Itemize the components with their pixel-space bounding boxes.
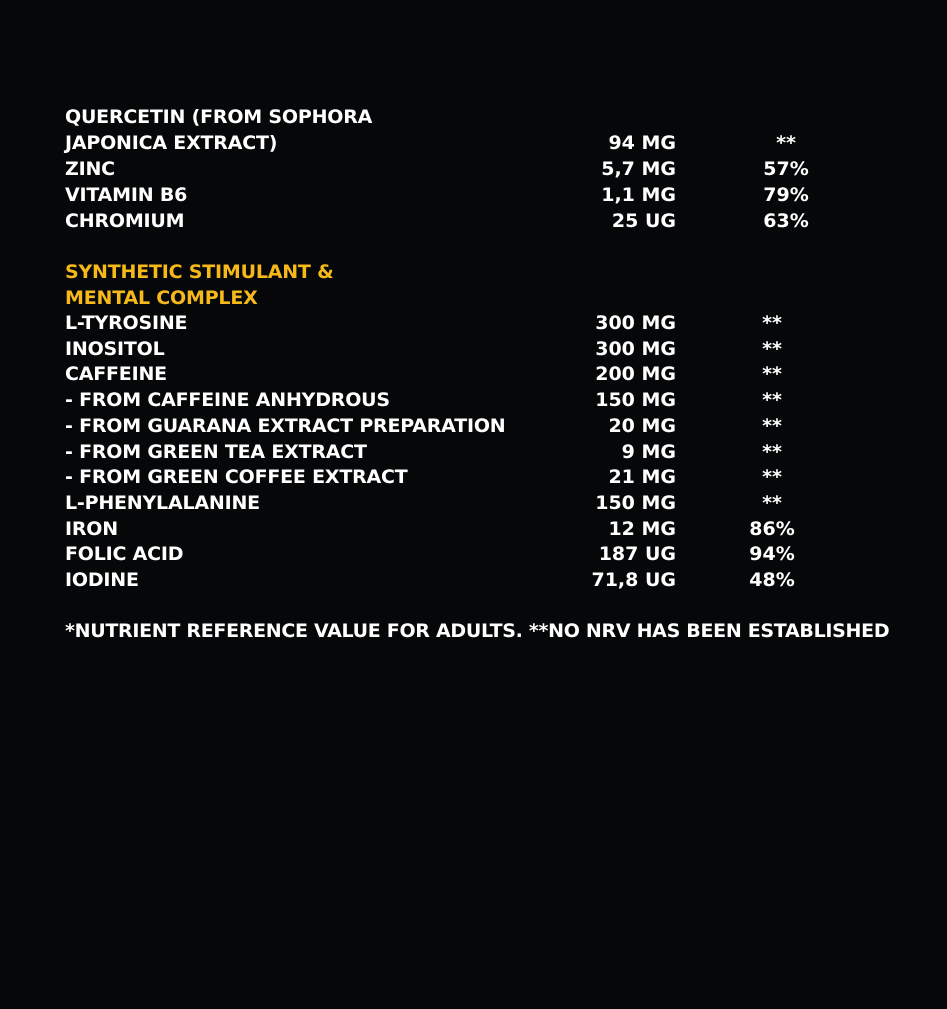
- nutrient-row: [0, 387, 947, 413]
- nutrient-row: [0, 182, 947, 208]
- nutrient-amount: 300 MG: [595, 312, 676, 334]
- nutrient-name: L-PHENYLALANINE: [65, 492, 260, 514]
- nutrient-amount: 5,7 MG: [601, 158, 676, 180]
- nutrient-row: [0, 310, 947, 336]
- nutrient-nrv: 79%: [763, 184, 809, 206]
- nutrient-row: [0, 156, 947, 182]
- nutrient-nrv: 63%: [763, 210, 809, 232]
- nutrient-name: INOSITOL: [65, 338, 165, 360]
- nutrient-row: [0, 413, 947, 439]
- nutrient-amount: 1,1 MG: [601, 184, 676, 206]
- nutrient-name: CAFFEINE: [65, 363, 167, 385]
- nutrient-nrv: 86%: [749, 518, 795, 540]
- nutrient-name: - FROM GREEN TEA EXTRACT: [65, 441, 367, 463]
- nutrient-name: QUERCETIN (FROM SOPHORA: [65, 106, 373, 128]
- nutrient-nrv: 94%: [749, 543, 795, 565]
- nutrient-name: - FROM GUARANA EXTRACT PREPARATION: [65, 415, 506, 437]
- nutrient-row: [0, 439, 947, 465]
- nutrient-nrv: **: [762, 363, 782, 385]
- nutrient-amount: 12 MG: [608, 518, 676, 540]
- nutrient-name: JAPONICA EXTRACT): [65, 132, 278, 154]
- nutrient-name: VITAMIN B6: [65, 184, 188, 206]
- nutrient-row: [0, 336, 947, 362]
- nutrient-name: IODINE: [65, 569, 139, 591]
- nutrient-row: [0, 490, 947, 516]
- nutrient-row: [0, 361, 947, 387]
- nutrient-nrv: **: [776, 132, 796, 154]
- nutrient-nrv: **: [762, 338, 782, 360]
- nutrient-name: - FROM CAFFEINE ANHYDROUS: [65, 389, 390, 411]
- nutrient-nrv: **: [762, 441, 782, 463]
- nutrient-name: L-TYROSINE: [65, 312, 188, 334]
- nutrient-name: IRON: [65, 518, 118, 540]
- nutrient-amount: 94 MG: [608, 132, 676, 154]
- section-heading-line-2: MENTAL COMPLEX: [65, 287, 258, 309]
- nutrient-row: [0, 208, 947, 234]
- nutrient-row: [0, 104, 947, 130]
- nutrient-nrv: **: [762, 492, 782, 514]
- nutrient-row: [0, 567, 947, 593]
- nutrient-name: CHROMIUM: [65, 210, 185, 232]
- nutrient-amount: 71,8 UG: [591, 569, 676, 591]
- nutrient-nrv: **: [762, 415, 782, 437]
- nutrient-amount: 25 UG: [611, 210, 676, 232]
- nutrient-nrv: **: [762, 466, 782, 488]
- nutrient-amount: 300 MG: [595, 338, 676, 360]
- footnote: *NUTRIENT REFERENCE VALUE FOR ADULTS. **NO NRV HAS BEEN ESTABLISHED: [65, 620, 890, 642]
- nutrient-amount: 21 MG: [608, 466, 676, 488]
- nutrient-nrv: 57%: [763, 158, 809, 180]
- nutrient-nrv: 48%: [749, 569, 795, 591]
- nutrient-row: [0, 541, 947, 567]
- nutrient-nrv: **: [762, 312, 782, 334]
- nutrient-row: [0, 464, 947, 490]
- section-heading-line-1: SYNTHETIC STIMULANT &: [65, 261, 334, 283]
- nutrient-nrv: **: [762, 389, 782, 411]
- nutrient-amount: 187 UG: [598, 543, 676, 565]
- nutrient-row: [0, 130, 947, 156]
- nutrient-amount: 200 MG: [595, 363, 676, 385]
- nutrient-amount: 9 MG: [621, 441, 676, 463]
- nutrient-name: ZINC: [65, 158, 115, 180]
- nutrient-name: - FROM GREEN COFFEE EXTRACT: [65, 466, 408, 488]
- nutrient-amount: 20 MG: [608, 415, 676, 437]
- nutrient-amount: 150 MG: [595, 389, 676, 411]
- nutrient-name: FOLIC ACID: [65, 543, 184, 565]
- nutrient-amount: 150 MG: [595, 492, 676, 514]
- nutrient-row: [0, 516, 947, 542]
